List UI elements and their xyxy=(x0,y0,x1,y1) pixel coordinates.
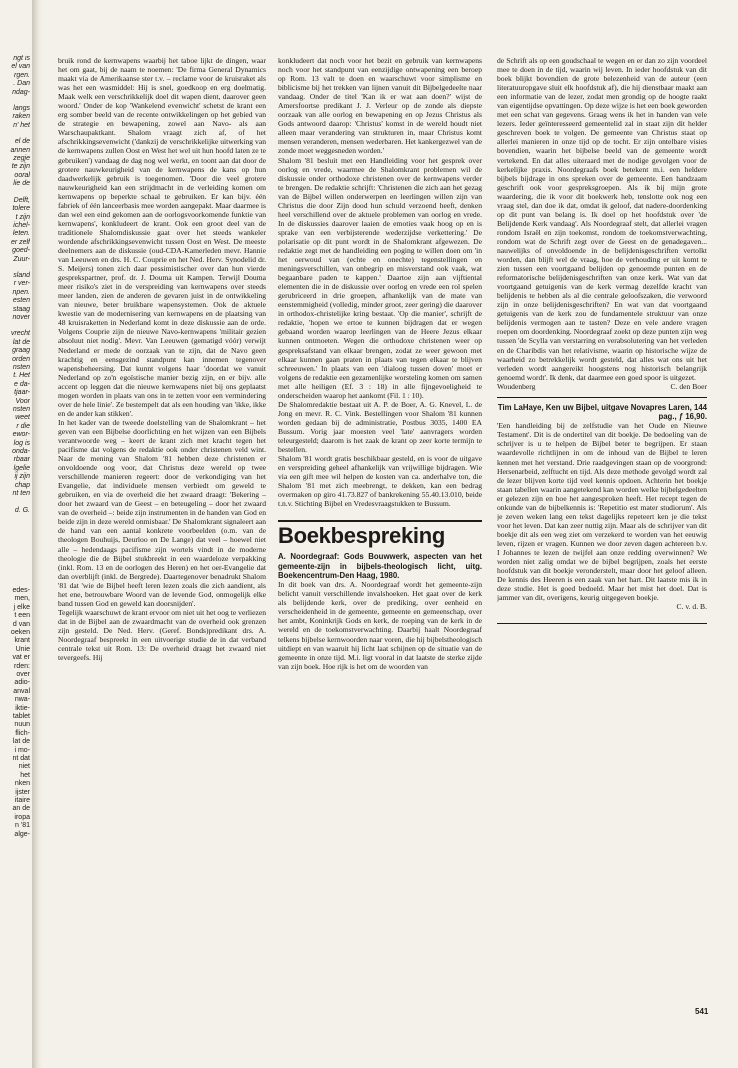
edge-fragment: ewor- xyxy=(12,431,30,439)
edge-fragment: lie de xyxy=(13,180,30,188)
edge-fragment xyxy=(0,563,30,571)
edge-fragment: adio- xyxy=(14,679,30,687)
edge-fragment: itaire xyxy=(14,797,30,805)
edge-fragment: edes- xyxy=(12,586,30,594)
article-paragraph-3: Tegelijk waarschuwt de krant ervoor om niet uit het oog te verliezen dat in de Bijbel aan de zwaardmacht van de overheid ook grenzen zijn gesteld. De Ned. Herv. (Geref. Bonds)predikant drs. A. Noordegraaf bespreekt in een uitvoerige studie de in dat verband centrale tekst uit Rom. 13: De overheid draagt het zwaard niet tevergeefs. Hij xyxy=(58,607,266,663)
edge-fragment: zegje xyxy=(13,155,30,163)
article-paragraph-4: konkludeert dat noch voor het bezit en gebruik van kernwapens noch voor het standpunt van eenzijdige ontwapening een beroep op Rom. 13 valt te doen en waarschuwt voor simplisme en biblicisme bij het trekken van lijnen vanuit dit Bijbelgedeelte naar vandaag. Onder de titel 'Kan ik er wat aan doen?' wijst de Amersfoortse predikant J. J. Verleur op de zonde als diepste oorzaak van alle oorlog en bewapening en op Jezus Christus als Gods antwoord daarop: 'Christus' komst in de wereld houdt niet alleen maar verandering van strukturen in, maar Christus komt mensen veranderen, mensen wederbaren. Het kankergezwel van de zonde moet weggesneden worden.' xyxy=(278,56,482,156)
edge-fragment: krant xyxy=(14,637,30,645)
edge-fragment: men, xyxy=(14,595,30,603)
edge-fragment: t een xyxy=(14,612,30,620)
edge-fragment: goed- xyxy=(12,247,30,255)
article-paragraph-6: De Shalomredaktie bestaat uit A. P. de Boer, A. G. Knevel, L. de Jong en mevr. R. C. Vink. Bestellingen voor Shalom '81 kunnen worden gedaan bij de administratie, Postbus 3035, 1400 EA Bussum. Vorig jaar moesten veel 'late' aanvragers worden teleurgesteld; daarom is het zaak de krant op zeer korte termijn te bestellen. xyxy=(278,399,482,455)
edge-fragment: Zuur- xyxy=(13,255,30,263)
edge-fragment: lat de xyxy=(12,738,30,746)
edge-fragment: tablet xyxy=(12,713,30,720)
edge-fragment: el de xyxy=(14,138,30,146)
edge-fragment: nsten xyxy=(12,364,30,371)
edge-fragment: nover xyxy=(12,313,30,321)
article-column-3 xyxy=(497,56,707,629)
edge-fragment: ooral xyxy=(14,171,30,179)
edge-fragment: langs xyxy=(13,105,30,113)
article-paragraph-2: In het kader van de tweede doelstelling van de Shalomkrant – het geven van een Bijbelse doorlichting en het wijzen van een Bijbels verantwoorde weg – keert de krant zich met kracht tegen het pacifisme dat volgens de redaktie ook onder christenen veld wint. Naar de mening van Shalom '81 hebben deze christenen er onvoldoende oog voor, dat Christus deze wereld op twee verschillende manieren regeert: door de verkondiging van het Evangelie, dat individuele mensen verbiedt om geweld te gebruiken, en via de overheid die het zwaard draagt: 'Bekering – door het zwaard van de Geest – en beteugeling – door het zwaard van de overheid –: beide zijn instrumenten in de handen van God en beide zijn in deze wereld onmisbaar.' De Shalomkrant signaleert aan de hand van een aantal konkrete voorbeelden (o.m. van de theologen Bouhuijs, Deurloo en De Lange) dat veel – hoewel niet alle – hedendaags pacifisme zijn wortels vindt in de moderne theologie die de Bijbel stukbreekt in een waardeloze verpakking (inkl. Rom. 13 en de oorlogen des Heren) en het oer-Evangelie dat dan overblijft (inkl. de Bergrede). Daartegenover benadrukt Shalom '81 dat 'wie de Bijbel heeft leren lezen zoals die zich aandient, als het ene, betrouwbare Woord van de levende God, onmogelijk elke band tussen God en geweld kan doorsnijden'. xyxy=(58,417,266,608)
section-title: Boekbespreking xyxy=(278,520,482,548)
edge-fragment: t. Het xyxy=(13,372,30,380)
edge-fragment: r die xyxy=(16,422,30,430)
edge-fragment: ndag- xyxy=(12,88,30,96)
edge-fragment: npen. xyxy=(12,288,30,296)
edge-fragment xyxy=(0,189,30,197)
edge-fragment: er zelf xyxy=(10,238,30,246)
edge-fragment: Unie xyxy=(15,645,30,653)
edge-fragment xyxy=(0,547,30,555)
edge-fragment: esten xyxy=(12,297,30,305)
edge-fragment: vat er xyxy=(12,654,30,662)
edge-fragment: raken xyxy=(12,113,30,121)
edge-fragment: nsten xyxy=(12,406,30,414)
edge-fragment: rgen. xyxy=(14,71,30,79)
edge-fragment: lgelie xyxy=(13,464,30,472)
edge-fragment: nt ten xyxy=(12,490,30,498)
edge-fragment xyxy=(0,97,30,105)
review-1-body-part-2: de Schrift als op een goudschaal te wegen en er dan zo zijn voordeel mee te doen in de tijd, waarin wij leven. In ieder hoofdstuk van dit boek blijkt bovendien de grote belezenheid van de auteur (een literatuuropgave sluit elk hoofdstuk af), die hij dienstbaar maakt aan een informatie van de lezer, zodat men grondig op de hoogte raakt van eigentijdse opvattingen. Op deze wijze is het een boek geworden met een schat van gegevens. Graag wens ik het in handen van vele lezers. Ieder geïnteresseerd gemeentelid zal in staat zijn dit helder geschreven boek te volgen. De gemeente van Christus staat op allerlei manieren in onze tijd op de tocht. Er zijn ontelbare visies bovendien, waarin het bijbelse beeld van de gemeente wordt vertekend. En dat alles uiteraard met de nodige gevolgen voor de kerkelijke praxis. Noordegraafs boek betekent m.i. een heldere bijbels bijdrage in ons spreken over de gemeente. Een handzaam geschrift ook voor gespreksgroepen. Als ik bij mijn grote waardering, die ik voor dit boekwerk heb, tenslotte ook nog een vraag stel, dan doe ik dat, omdat ik geloof, dat nadere-doordenking op dit punt van belang is. Ik doel op het hoofdstuk over 'de Belijdende Kerk vandaag'. Als Noordegraaf stelt, dat allerlei vragen rondom Israël en zijn toekomst, rondom de toekomstverwachting, rondom wat de Schrift zegt over de Geest en de genadegaven... nauwelijks of onvoldoende in de belijdenisgeschriften vertolkt worden, dan blijft wel de vraag, hoe de verhouding er uit komt te zien tussen een voortgaand belijden op genoemde punten en de reformatorische belijdenisgeschriften van onze kerk. Wat van dat voortgaand getuigenis van de kerk vermag dezelfde kracht van belijdenis te hebben als al die centrale geloofszaken, die verwoord zijn in onze belijdenisgeschriften? En wat van dat voortgaand getuigenis van de kerk zou de fundamentele struktuur van onze belijdenis vermogen aan te tasten? Deze en vele andere vragen roepen om doordenking. Noordegraaf zoekt op deze punten zijn weg tussen 'de Scylla van verstarring en verabsolutering van het verleden en de Charibdis van het relativisme, waarin op historische wijze de waarheid zo betrekkelijk wordt gesteld, dat alles wat ons uit het verleden wordt aangereikt hoogstens nog historisch belangrijk genoemd wordt'. Ik denk, dat daarmee een goed spoor is uitgezet. xyxy=(497,56,707,382)
edge-fragment: n' het xyxy=(13,121,30,129)
edge-fragment xyxy=(0,515,30,523)
edge-fragment: ichel- xyxy=(13,221,30,229)
edge-fragment: chap xyxy=(14,481,30,489)
edge-fragment: ijster xyxy=(15,788,30,796)
edge-fragment xyxy=(0,555,30,563)
edge-fragment: sland xyxy=(13,271,30,279)
edge-fragment: j elke xyxy=(13,603,30,611)
review-1-signature xyxy=(497,382,707,391)
review-1-signature-place: Woudenberg xyxy=(497,381,536,391)
edge-fragment: staag xyxy=(12,305,30,313)
edge-fragment: tjaar- xyxy=(14,389,30,397)
edge-fragment: rden: xyxy=(14,662,30,670)
edge-fragment xyxy=(0,539,30,547)
edge-fragment: tolere xyxy=(12,205,30,213)
edge-fragment: i mo- xyxy=(14,746,30,754)
edge-fragment: onda- xyxy=(12,448,30,456)
edge-fragment: anval xyxy=(13,687,30,695)
review-2-heading: Tim LaHaye, Ken uw Bijbel, uitgave Novapres Laren, 144 pag., ƒ 16,90. xyxy=(497,402,707,422)
review-1-heading: A. Noordegraaf: Gods Bouwwerk, aspecten van het gemeente-zijn in bijbels-theologisch licht, uitg. Boekencentrum-Den Haag, 1980. xyxy=(278,552,482,580)
edge-fragment: el van xyxy=(11,63,30,71)
edge-fragment: te zijn xyxy=(11,163,30,171)
edge-fragment xyxy=(0,130,30,138)
edge-fragment xyxy=(0,571,30,579)
article-column-2 xyxy=(278,56,482,671)
article-paragraph-1: bruik rond de kernwapens waarbij het taboe lijkt de dingen, waar het om gaat, bij de naam te noemen: 'De firma General Dynamics maakt via de Amerikaanse ster t.v. – reclame voor de kruisraket als was het een wasmiddel: Hij is snel, goedkoop en erg doelmatig. Maak welk een verschrikkelijk doel dit wapen dient, daarover geen woord.' Onder de kop 'Wankelend evenwicht' schetst de krant een erg somber beeld van de recente ontwikkelingen op het gebied van de strategie en bewapening, zowel aan Navo- als aan Warschaupaktkant. Shalom vraagt zich af, of het afschrikkingsevenwicht ('dankzij de verschrikkelijke uitwerking van de kernwapens zullen Oost en West het wel uit hun hoofd laten ze te gebruiken') vandaag de dag nog wel werkt, en toont aan dat door de grotere nauwkeurigheid van de kernwapens de kans op hun daadwerkelijk gebruik is toegenomen. 'Door die veel grotere nauwkeurigheid kan een strijdmacht in de verleiding komen om kernwapens op beperkte schaal te gebruiken. Er kan bijv. één fabriek of één lanceerbasis mee worden aangepakt. Maar daarmee is dan wel een eind gekomen aan de oorlogsvoorkomende funktie van kernwapens', konkludeert de krant. Ook een groot deel van de traditionele Shalomdiskussie gaat over het steeds wankeler wordende afschrikkingsevenwicht tussen Oost en West. De meeste deelnemers aan de diskussie (oud-CDA-Kamerleden mevr. Hannie van Leeuwen en drs. H. C. Couprie en het Ned. Herv. Synodelid dr. S. Meijers) tonen zich daar pessimistischer over dan hun vierde gesprekspartner, prof. dr. J. Douma uit Kampen. Terwijl Douma meer risiko's ziet in de verspreiding van kernwapens over steeds meer landen, zien de anderen de gevaren juist in de ontwikkeling van nieuwe, beter bruikbare wapensystemen. Ook de aktuele kwestie van de modernisering van kernwapens en de plaatsing van 48 kruisraketten in Nederland komt in deze diskussie aan de orde. Volgens Couprie zijn de nieuwe Navo-kernwapens 'militair gezien absoluut niet nodig'. Mevr. Van Leeuwen (gematigd vóór) verwijt Nederland er mede de oorzaak van te zijn, dat de Navo geen krachtig en eensgezind standpunt kan innemen tegenover wapensbeheersing. Dat kunnt volgens haar 'doordat we vanuit Nederland op zo'n egoïstische manier bezig zijn, en er bijv. alle accent op leggen dat die nieuwe kernwapens niet bij ons geplaatst mogen worden in plaats van ons in te zetten voor een vermindering over de hele linie'. Ze bestempelt dat als een houding van 'ikke, ikke en de ander kan stikken'. xyxy=(58,56,266,418)
edge-fragment: e da- xyxy=(14,380,30,388)
review-2-signature: C. v. d. B. xyxy=(676,602,707,612)
article-paragraph-5: Shalom '81 besluit met een Handleiding voor het gesprek over oorlog en vrede, waarmee de Shalomkrant problemen wil de diskussie onder orthodoxe christenen over de kernwapens verder te brengen. De redaktie schrijft: 'Christenen die zich aan het gezag van de Bijbel willen onderwerpen en leerlingen willen zijn van Christus die door Zijn dood hun schuld verzoend heeft, denken heel verschillend over de aktuele problemen van oorlog en vrede. In de diskussies daarover laaien de emoties vaak hoog op en is sprake van een verbijsterende wederzijdse verkettering.' De polarisatie op dit punt wordt in de Shalomkrant afgewezen. De redaktie zegt met de handleiding een poging te willen doen om 'in het oerwoud van (echte en onechte) tegenstellingen en meningsverschillen, van onbegrip en misverstand ook vaak, wat begaanbare paden te kappen.' Daartoe zijn aan vijftiental elementen die in de diskussie over oorlog en vrede een rol spelen gerubriceerd in drie groepen, afhankelijk van de mate van eenstemmigheid (volledig, minder groot, zeer gering) die daarover in orthodox-christelijke kring bestaat. 'Op die manier', schrijft de redaktie, 'hopen we ertoe te kunnen bijdragen dat er wegen gebaand worden waarop leerlingen van de Heere Jezus elkaar kunnen ontmoeten. Wegen die orthodoxe christenen weer op gespreksafstand van elkaar brengen, zodat ze weer gewoon met elkaar kunnen gaan praten in plaats van tegen elkaar te blijven schreeuwen.' In plaats van een 'dialoog tussen doven' moet er volgens de redaktie een gezamenlijke worsteling komen om samen met alle heiligen (Ef. 3 : 18) in alle fijngevoeligheid te onderscheiden waarop het aankomt (Fil. 1 : 10). xyxy=(278,155,482,400)
edge-fragment: rbaar xyxy=(13,456,30,464)
column-end-rule xyxy=(497,623,707,624)
edge-fragment xyxy=(0,523,30,531)
edge-fragment: oeken xyxy=(10,628,30,636)
edge-fragment: niet xyxy=(18,763,30,771)
edge-fragment: Voor xyxy=(15,397,30,405)
edge-fragment: iktie- xyxy=(15,704,30,712)
edge-fragment: nuun xyxy=(14,721,30,729)
page-number: 541 xyxy=(695,1007,709,1016)
edge-fragment: d van xyxy=(12,620,30,628)
edge-fragment: an de xyxy=(12,805,30,813)
edge-fragment xyxy=(0,499,30,507)
edge-fragment: weet xyxy=(15,414,30,422)
edge-fragment: het xyxy=(20,771,30,779)
article-paragraph-7: Shalom '81 wordt gratis beschikbaar gesteld, en is voor de uitgave en verspreiding geheel afhankelijk van vrijwillige bijdragen. Wie via een gift mee wil helpen de kosten van ca. anderhalve ton, die Shalom '81 met zich meebrengt, te dekken, kan een bedrag overmaken op giro 41.73.827 of bankrekening 55.40.13.010, beide t.n.v. Stichting Bijbel en Vredesvraagstukken te Bussum. xyxy=(278,454,482,509)
edge-fragment: d. G. xyxy=(14,506,30,514)
review-1-signature-author: C. den Boer xyxy=(670,381,707,391)
review-1-body-part-1: In dit boek van drs. A. Noordegraaf wordt het gemeente-zijn belicht vanuit verschillende invalshoeken. Het gaat over de kerk als belijdende kerk, over de prediking, over eenheid en verscheidenheid in de gemeente, gemeente en gemeenschap, over het ambt, Koninkrijk Gods en kerk, de roeping van de kerk in de wereld en de toekomstverwachting. Daarbij haalt Noordegraaf telkens bijbelse kernwoorden naar voren, die hij bijbelstheologisch uitdiept en van waaruit hij licht laat schijnen op de situatie van de gemeente in onze tijd. M.i. ligt vooral in dat laatste de sterke zijde van zijn boek. Hoe rijk is het om de woorden van xyxy=(278,580,482,671)
edge-fragment: alge- xyxy=(14,830,30,838)
edge-fragment: leten. xyxy=(12,230,30,238)
edge-fragment xyxy=(0,531,30,539)
edge-fragment: lat de xyxy=(12,338,30,346)
edge-fragment: Delft, xyxy=(13,196,30,204)
edge-fragment xyxy=(0,264,30,272)
review-divider xyxy=(497,397,707,398)
edge-fragment xyxy=(0,322,30,330)
book-gutter-shadow xyxy=(32,0,42,1068)
edge-fragment: ngt is xyxy=(13,55,30,62)
edge-fragment: n '81 xyxy=(15,822,30,830)
edge-fragment: over xyxy=(16,670,30,678)
edge-fragment: vrecht xyxy=(10,330,30,338)
review-2-body: 'Een handleiding bij de zelfstudie van het Oude en Nieuwe Testament'. Dit is de ondertitel van dit boekje. De bedoeling van de schrijver is u te helpen de Bijbel beter te begrijpen. Er staan waardevolle richtlijnen in om de inhoud van de Bijbel te leren kennen met het verstand. Drie raadgevingen staan op de voorgrond: Hersenarbeid, zelftucht en tijd. Als deze methode gevolgd wordt zal de lezer blijven korte tijd veel kennis opdoen. Achterin het boekje staan tabellen waarin aangetekend kan worden welke bijbelgedeelten er gelezen zijn en hoe het aangesproken heeft. Het recept tegen de onkunde van de bijbelkennis is: 'Repetitio est mater studiorum'. Als je zeven weken lang een tekst dagelijks repeteert ken je die tekst voor het leven. Dat kan zeer nuttig zijn. Maar als de schrijver van dit boekje dit als een weg ziet om verzekerd te worden van het eeuwig leven, rijzen er vragen. Kunnen we door zeven dagen achtereen b.v. I Johannes te lezen de twijfel aan onze redding overwinnen? We worden niet zalig omdat we de bijbel begrijpen, zoals het eerste hoofdstuk van dit boekje veronderstelt, maar door het geloof alleen. De kennis des Heeren is een zaak van het hart. Dit laatste mis ik in deze studie. Het is goed bedoeld. Maar het mist het doel. Dat is jammer van dit, overigens, keurig uitgegeven boekje. xyxy=(497,421,707,603)
edge-fragment: nt dat xyxy=(12,755,30,763)
edge-fragment: flich- xyxy=(15,729,30,737)
edge-fragment: orden xyxy=(12,355,30,363)
edge-fragment: ij zijn xyxy=(14,473,30,481)
edge-fragment: graag xyxy=(12,347,30,355)
edge-fragment: iropa xyxy=(14,813,30,821)
edge-fragment: t zijn xyxy=(15,213,30,221)
edge-fragment: log is xyxy=(13,439,30,447)
article-column-1 xyxy=(58,56,266,662)
edge-fragment: nken xyxy=(14,780,30,788)
edge-fragment: . Dan xyxy=(13,80,30,88)
edge-fragment: annen xyxy=(10,146,30,154)
previous-page-edge-text xyxy=(0,55,30,839)
edge-fragment: nwa- xyxy=(14,696,30,704)
edge-fragment: r ver- xyxy=(13,280,30,288)
edge-fragment xyxy=(0,579,30,587)
